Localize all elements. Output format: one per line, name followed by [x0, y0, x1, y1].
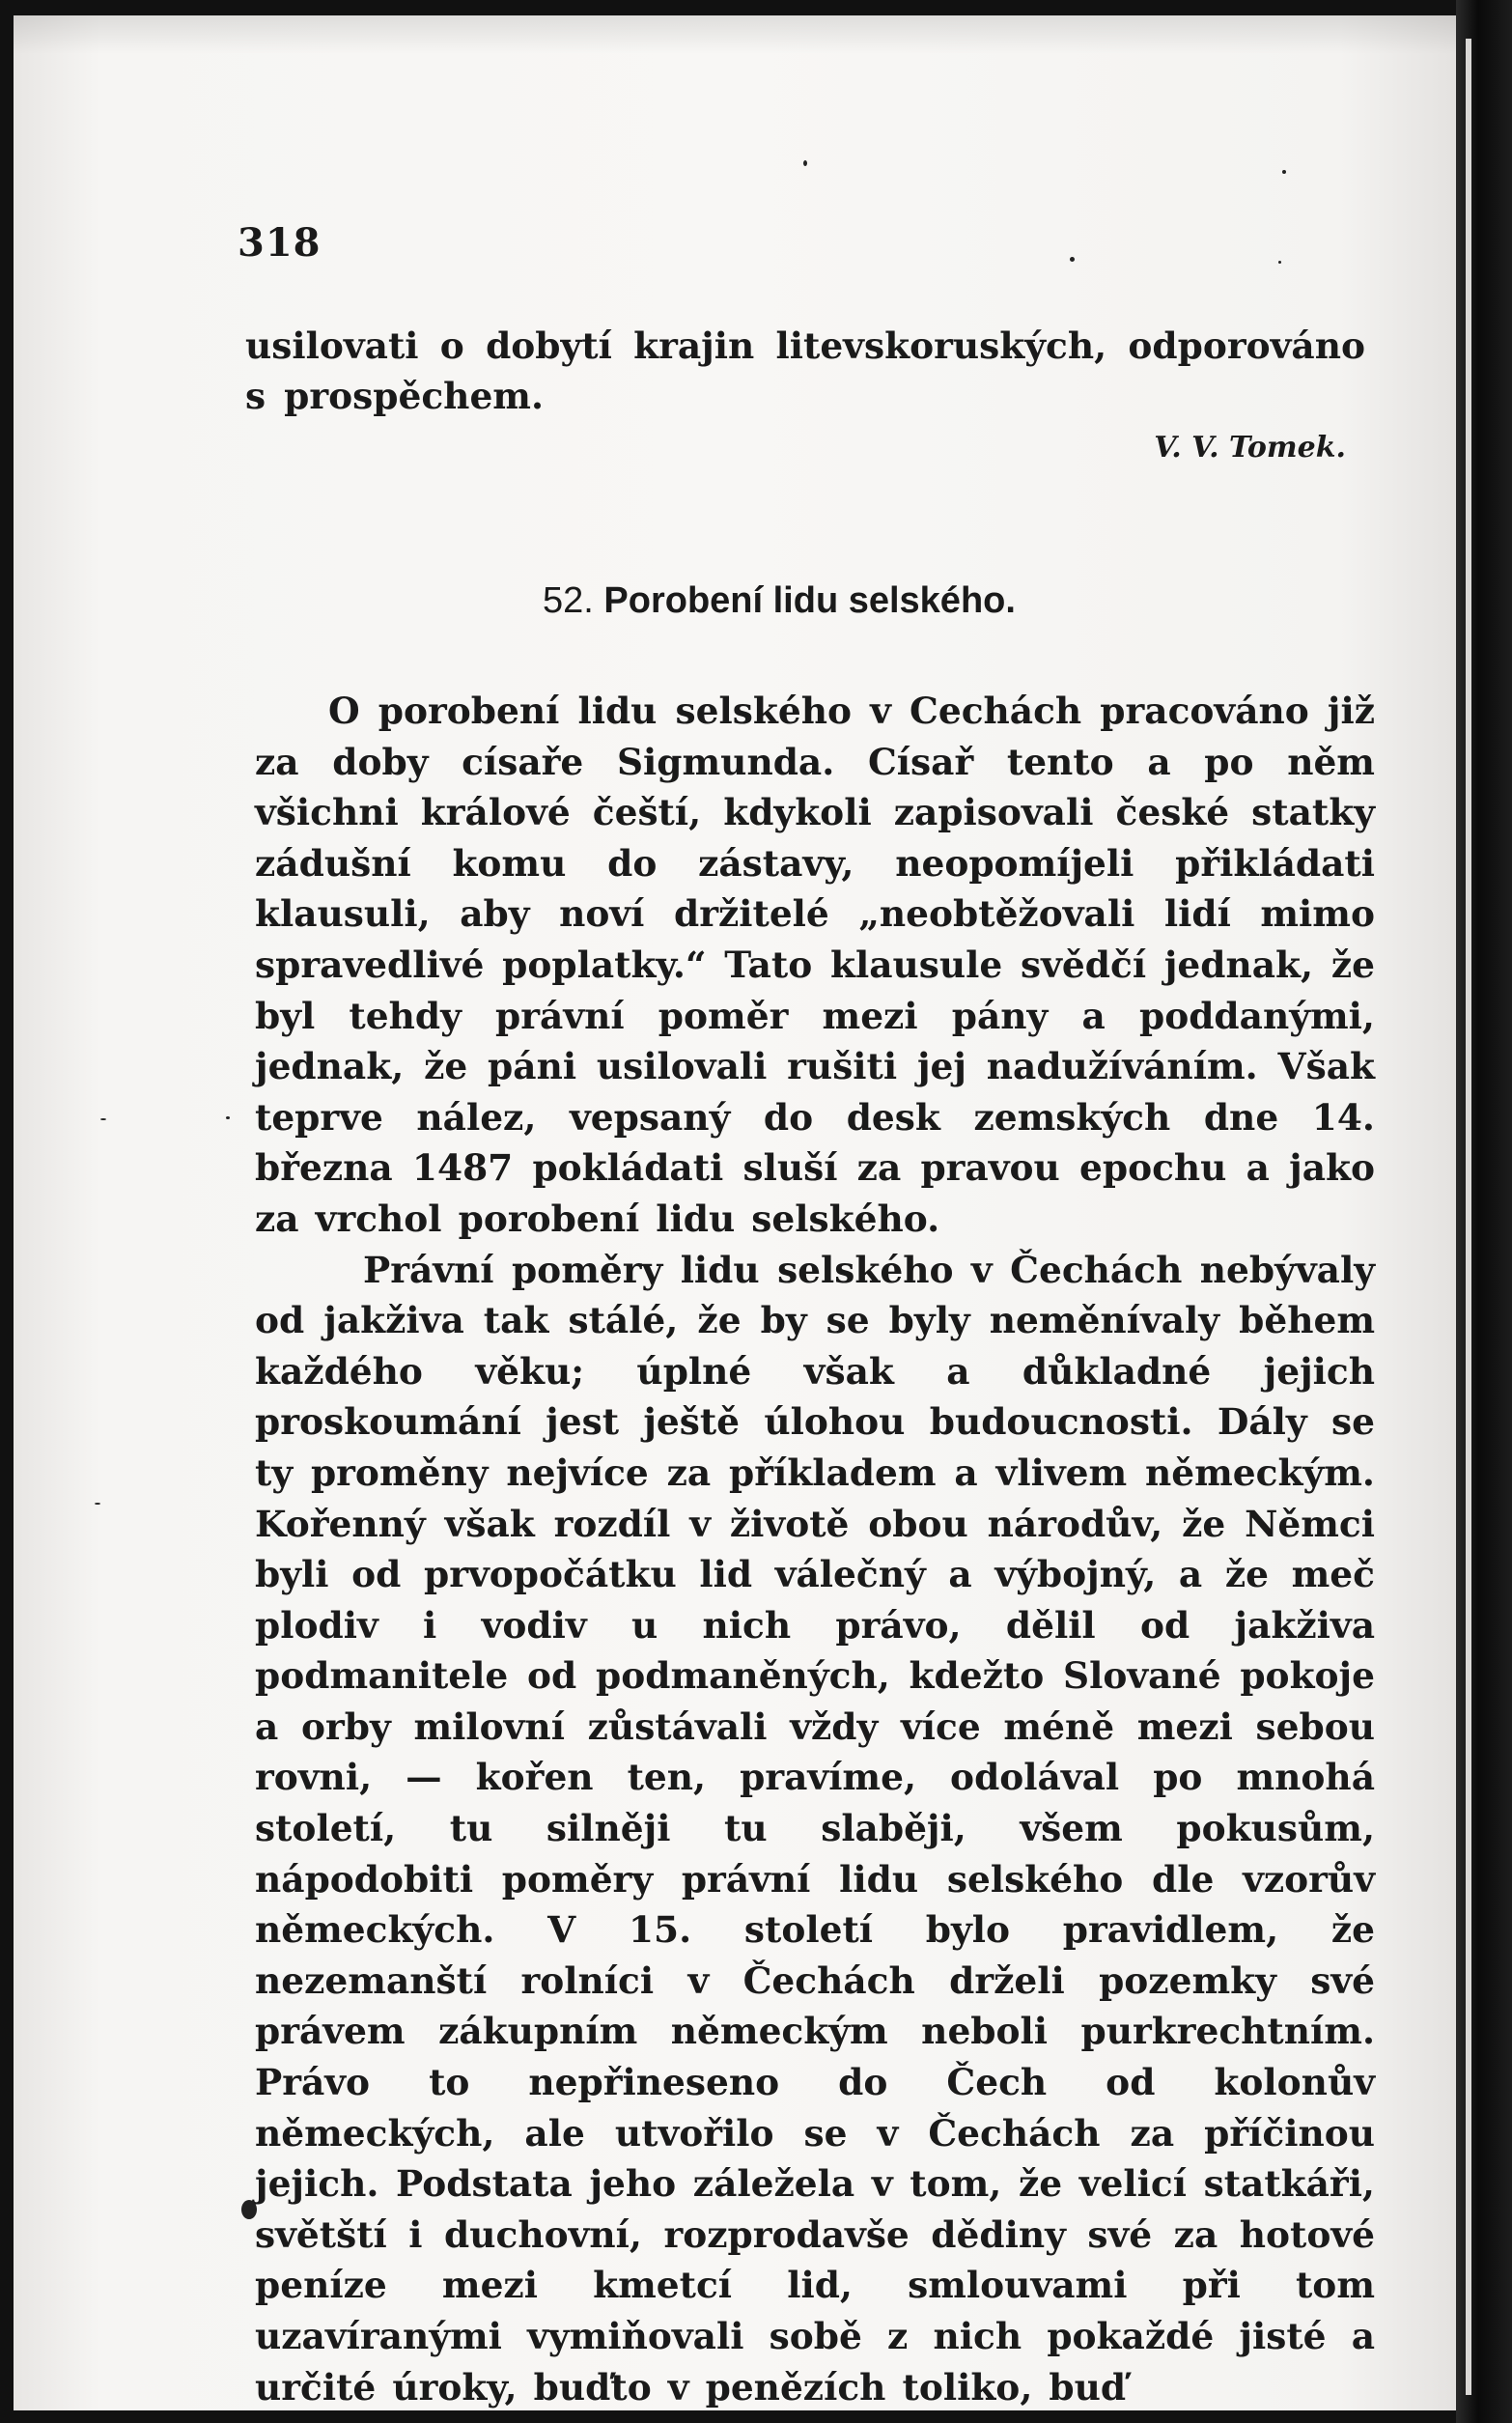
ink-speck — [1278, 261, 1281, 264]
ink-speck — [1070, 257, 1075, 262]
ink-speck — [95, 1503, 100, 1505]
book-page — [14, 15, 1456, 2410]
page-edge-strip — [1466, 39, 1471, 2395]
body-text — [255, 686, 1375, 2410]
page-shadow — [14, 15, 1456, 54]
paragraph-1: O porobení lidu selského v Cechách pracováno již za doby císaře Sigmunda. Císař tento a po něm všichni králové čeští, kdykoli zapisovali české statky zádušní komu do zástavy, neopomíjeli přikládati klausuli, aby noví držitelé „neobtěžovali lidí mimo spravedlivé poplatky.“ Tato klausule svědčí jednak, že byl tehdy právní poměr mezi pány a poddanými, jednak, že páni usilovali rušiti jej nadužíváním. Však teprve nález, vepsaný do desk zemských dne 14. března 1487 pokládati sluší za pravou epochu a jako za vrchol porobení lidu selského. — [255, 690, 1375, 1240]
ink-speck — [803, 160, 807, 166]
section-number: 52. — [543, 580, 594, 621]
page-edge — [1456, 0, 1512, 2423]
intro-text: usilovati o dobytí krajin litevskoruských, odporováno s prospěchem. — [245, 324, 1365, 417]
ink-speck — [1282, 170, 1286, 174]
paragraph-2: Právní poměry lidu selského v Čechách nebývaly od jakživa tak stálé, že by se byly neměnívaly během každého věku; úplné však a důkladné jejich proskoumání jest ještě úlohou budoucnosti. Dály se ty proměny nejvíce za příkladem a vlivem německým. Kořenný však rozdíl v životě obou národův, že Němci byli od prvopočátku lid válečný a výbojný, a že meč plodiv i vodiv u nich právo, dělil od jakživa podmanitele od podmaněných, kdežto Slované pokoje a orby milovní zůstávali vždy více méně mezi sebou rovni, — kořen ten, pravíme, odolával po mnohá století, tu silněji tu slaběji, všem pokusům, nápodobiti poměry právní lidu selského dle vzorův německých. V 15. století bylo pravidlem, že nezemanští rolníci v Čechách drželi pozemky své právem zákupním německým neboli purkrechtním. Právo to nepřineseno do Čech od kolonův německých, ale utvořilo se v Čechách za příčinou jejich. Podstata jeho záležela v tom, že velicí statkáři, světští i duchovní, rozprodavše dědiny své za hotové peníze mezi kmetcí lid, smlouvami při tom uzavíranými vymiňovali sobě z nich pokaždé jisté a určité úroky, buďto v penězích toliko, buď — [255, 1248, 1375, 2409]
page-number: 318 — [238, 220, 322, 266]
section-title: Porobení lidu selského. — [603, 580, 1016, 621]
ink-speck — [226, 1116, 230, 1119]
ink-speck — [241, 2200, 257, 2219]
ink-speck — [100, 1118, 106, 1120]
author-signature: V. V. Tomek. — [1154, 431, 1346, 465]
section-heading — [543, 580, 1016, 622]
